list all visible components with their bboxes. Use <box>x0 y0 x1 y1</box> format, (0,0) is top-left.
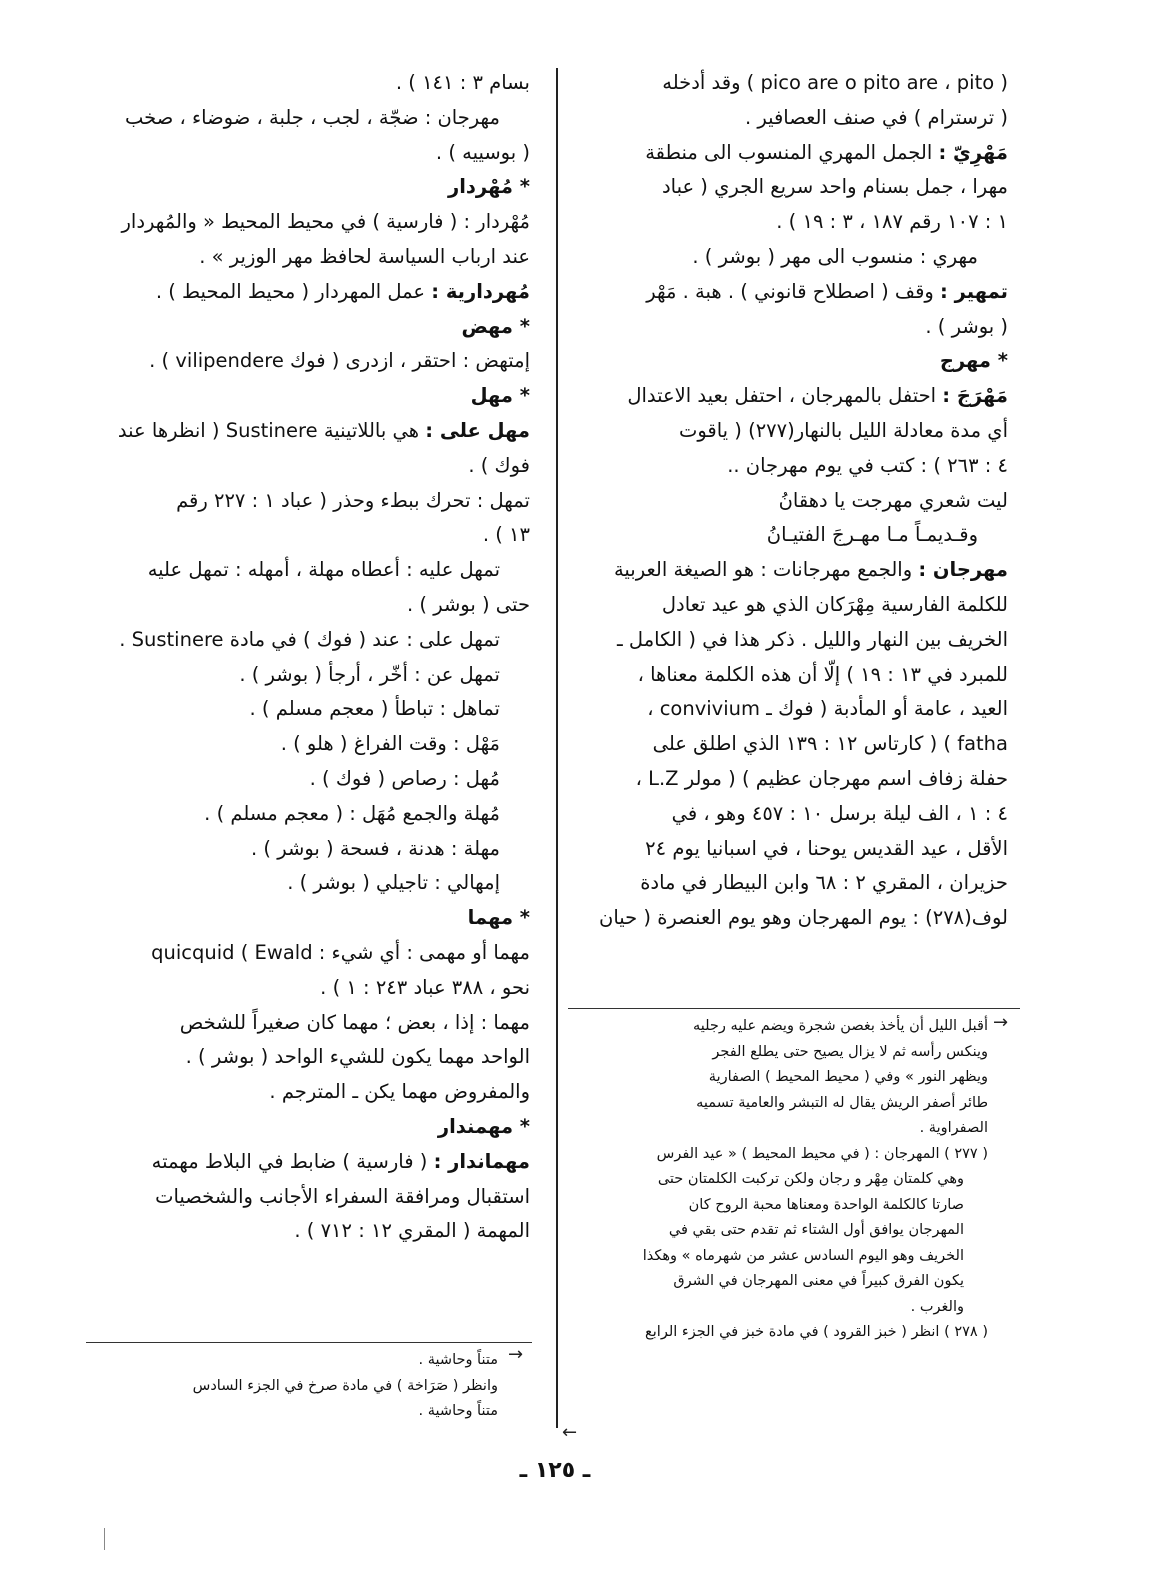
entry-line: إمهالي : تاجيلي ( بوشر ) . <box>287 871 500 895</box>
entry-line: ( pico are o pito are ، pito ) وقد أدخله <box>662 71 1008 94</box>
entry-line: ٤ : ٢٦٣ ) : كتب في يوم مهرجان .. <box>727 453 1008 477</box>
footnote-line: طائر أصفر الريش يقال له التبشر والعامية تسميه <box>696 1094 988 1111</box>
footnote-line: الصفراوية . <box>919 1120 988 1136</box>
entry-line: تمهير : وقف ( اصطلاح قانوني ) . هبة . مَهْر <box>646 279 1008 303</box>
right-footnotes <box>568 1014 988 1346</box>
entry-line: الأقل ، عيد القديس يوحنا ، في اسبانيا يوم ٢٤ <box>645 836 1008 860</box>
scan-mark <box>104 1528 105 1550</box>
entry-line: استقبال ومرافقة السفراء الأجانب والشخصيات <box>155 1184 530 1208</box>
entry-line: * مُهْردار <box>448 175 530 199</box>
entry-line: والمفروض مهما يكن ـ المترجم . <box>269 1080 530 1104</box>
footnote-line: متناً وحاشية . <box>418 1352 498 1368</box>
entry-line: fatha ) ( كارتاس ١٢ : ١٣٩ الذي اطلق على <box>652 732 1008 756</box>
entry-line: مَهْل : وقت الفراغ ( هلو ) . <box>280 732 500 756</box>
entry-line: * مهل <box>470 384 530 408</box>
entry-line: مهري : منسوب الى مهر ( بوشر ) . <box>692 244 978 268</box>
entry-line: ( ترسترام ) في صنف العصافير . <box>744 105 1008 129</box>
entry-line: ( بوشر ) . <box>925 314 1008 338</box>
entry-line: أي مدة معادلة الليل بالنهار(٢٧٧) ( ياقوت <box>678 418 1008 442</box>
footnote-line: صارتا كالكلمة الواحدة ومعناها محبة الروح كان <box>688 1196 964 1213</box>
entry-line: العيد ، عامة أو المأدبة ( فوك ـ convivium ، <box>647 697 1008 721</box>
entry-line: مهما : إذا ، بعض ؛ مهما كان صغيراً للشخص <box>179 1010 530 1034</box>
right-column <box>576 66 1008 936</box>
entry-line: مهرجان : والجمع مهرجانات : هو الصيغة العربية <box>613 558 1008 582</box>
column-divider <box>556 68 558 1428</box>
footnote-line: يكون الفرق كبيراً في معنى المهرجان في الشرق <box>673 1273 964 1289</box>
continuation-arrow-icon: → <box>993 1012 1009 1033</box>
entry-line: الواحد مهما يكون للشيء الواحد ( بوشر ) . <box>185 1045 530 1069</box>
entry-line: للمبرد في ١٣ : ١٩ ) إلّا أن هذه الكلمة معناها ، <box>637 662 1008 686</box>
entry-line: ١ : ١٠٧ رقم ١٨٧ ، ٣ : ١٩ ) . <box>776 210 1008 234</box>
footnote-line: وانظر ( صَرَاخة ) في مادة صرخ في الجزء السادس <box>192 1377 498 1394</box>
entry-line: مُهردارية : عمل المهردار ( محيط المحيط ) . <box>155 279 530 303</box>
footnote-line: وهي كلمتان مِهْر و رجان ولكن تركبت الكلمتان حتى <box>657 1171 964 1187</box>
entry-line: عند ارباب السياسة لحافظ مهر الوزير » . <box>199 244 530 268</box>
entry-line: ليت شعري مهرجت يا دهقانُ <box>778 488 1008 512</box>
entry-line: للكلمة الفارسية مِهْرَكان الذي هو عيد تعادل <box>661 592 1008 616</box>
entry-line: حفلة زفاف اسم مهرجان عظيم ) ( مولر L.Z ، <box>635 766 1008 790</box>
entry-line: * مهمندار <box>437 1114 530 1138</box>
entry-line: تمهل عليه : أعطاه مهلة ، أمهله : تمهل عليه <box>147 558 500 582</box>
entry-line: مُهل : رصاص ( فوك ) . <box>309 766 500 790</box>
left-column <box>84 66 530 1249</box>
entry-line: مَهْرَجَ : احتفل بالمهرجان ، احتفل بعيد الاعتدال <box>627 384 1008 408</box>
entry-line: حزيران ، المقري ٢ : ٦٨ وابن البيطار في مادة <box>640 871 1008 895</box>
entry-line: فوك ) . <box>468 453 530 477</box>
footnote-line: متناً وحاشية . <box>418 1403 498 1419</box>
footnote-line: ( ٢٧٧ ) المهرجان : ( في محيط المحيط ) « عيد الفرس <box>656 1145 988 1162</box>
entry-line: تمهل عن : أخّر ، أرجأ ( بوشر ) . <box>239 662 500 686</box>
entry-line: مُهلة والجمع مُهَل : ( معجم مسلم ) . <box>204 801 500 825</box>
entry-line: لوف(٢٧٨) : يوم المهرجان وهو يوم العنصرة ( حيان <box>599 906 1008 930</box>
entry-line: ١٣ ) . <box>482 523 530 547</box>
page-number: ـ ١٢٥ ـ <box>519 1458 591 1483</box>
entry-line: مَهْرِيّ : الجمل المهري المنسوب الى منطقة <box>645 140 1008 164</box>
entry-line: مهلة : هدنة ، فسحة ( بوشر ) . <box>251 836 500 860</box>
entry-line: مُهْردار : ( فارسية ) في محيط المحيط « والمُهردار <box>121 210 530 234</box>
entry-line: وقـديمـاً مـا مهـرجَ الفتيـانُ <box>766 523 978 547</box>
left-footnote-rule <box>86 1342 532 1343</box>
entry-line: بسام ٣ : ١٤١ ) . <box>395 71 530 94</box>
entry-line: مهما أو مهمى : أي شيء : quicquid ( Ewald <box>151 940 530 964</box>
entry-line: * مهرج <box>939 349 1008 373</box>
footnote-line: ( ٢٧٨ ) انظر ( خبز القرود ) في مادة خبز في الجزء الرابع <box>645 1324 988 1340</box>
entry-line: تمهل على : عند ( فوك ) في مادة Sustinere . <box>119 627 500 651</box>
footnote-line: وينكس رأسه ثم لا يزال يصيح حتى يطلع الفجر <box>712 1043 988 1060</box>
footnote-line: أقبل الليل أن يأخذ بغصن شجرة ويضم عليه رجليه <box>692 1018 988 1034</box>
entry-line: مهرجان : ضجّة ، لجب ، جلبة ، ضوضاء ، صخب <box>125 105 500 129</box>
right-footnote-rule <box>568 1008 1020 1009</box>
entry-line: مهل على : هي باللاتينية Sustinere ( انظرها عند <box>117 418 530 442</box>
back-arrow-icon: ← <box>562 1422 578 1443</box>
entry-line: إمتهض : احتقر ، ازدرى ( فوك vilipendere ) . <box>149 349 530 373</box>
entry-line: المهمة ( المقري ١٢ : ٧١٢ ) . <box>294 1219 530 1243</box>
left-footnotes <box>86 1348 498 1425</box>
entry-line: الخريف بين النهار والليل . ذكر هذا في ( الكامل ـ <box>617 627 1008 651</box>
continuation-arrow-icon: → <box>508 1344 524 1365</box>
entry-line: * مهض <box>461 314 530 338</box>
entry-line: نحو ، ٣٨٨ عباد ٢٤٣ : ١ ) . <box>320 975 530 999</box>
entry-line: ٤ : ١ ، الف ليلة برسل ١٠ : ٤٥٧ وهو ، في <box>671 801 1008 825</box>
entry-line: ( بوسييه ) . <box>435 140 530 164</box>
entry-line: مهماندار : ( فارسية ) ضابط في البلاط مهمته <box>151 1149 530 1173</box>
footnote-line: المهرجان يوافق أول الشتاء ثم تقدم حتى بقي في <box>668 1222 964 1238</box>
entry-line: تمهل : تحرك ببطء وحذر ( عباد ١ : ٢٢٧ رقم <box>176 488 530 512</box>
footnote-line: ويظهر النور » وفي ( محيط المحيط ) الصفارية <box>708 1069 988 1085</box>
footnote-line: والغرب . <box>910 1298 964 1315</box>
entry-line: تماهل : تباطأ ( معجم مسلم ) . <box>249 697 500 721</box>
entry-line: * مهما <box>467 906 530 930</box>
entry-line: مهرا ، جمل بسنام واحد سريع الجري ( عباد <box>661 175 1008 199</box>
entry-line: حتى ( بوشر ) . <box>407 592 530 616</box>
footnote-line: الخريف وهو اليوم السادس عشر من شهرماه » وهكذا <box>642 1247 964 1264</box>
